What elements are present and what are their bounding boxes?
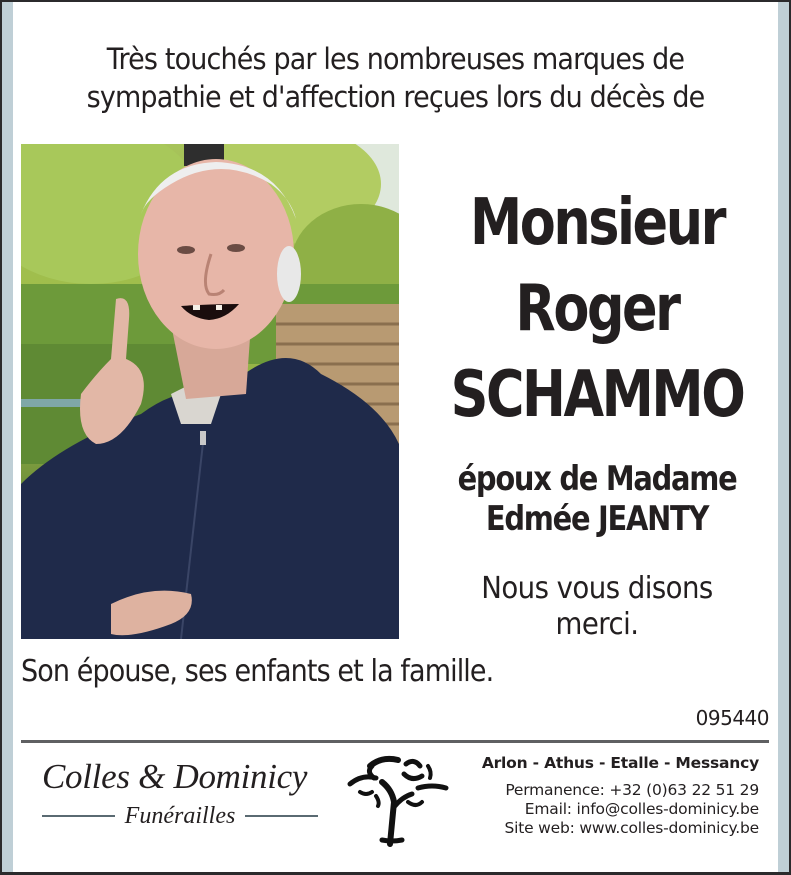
deceased-name bbox=[412, 180, 782, 438]
funeral-home-subtitle bbox=[42, 802, 318, 830]
subtitle-text: Funérailles bbox=[124, 803, 236, 829]
name-last: SCHAMMO bbox=[450, 358, 744, 432]
deceased-photo bbox=[21, 144, 399, 639]
spouse-line-2: Edmée JEANTY bbox=[485, 499, 709, 539]
thanks-message bbox=[427, 571, 767, 643]
left-margin-strip bbox=[2, 2, 13, 872]
contact-info bbox=[439, 752, 759, 838]
portrait-illustration bbox=[21, 144, 399, 639]
thanks-line-2: merci. bbox=[555, 607, 639, 642]
thanks-line-1: Nous vous disons bbox=[481, 571, 713, 606]
name-title: Monsieur bbox=[469, 186, 725, 260]
subtitle-rule-left bbox=[42, 815, 115, 817]
spouse-info bbox=[412, 459, 782, 539]
name-first: Roger bbox=[515, 272, 679, 346]
tree-icon bbox=[342, 752, 454, 847]
locations: Arlon - Athus - Etalle - Messancy bbox=[481, 754, 759, 772]
spouse-line-1: époux de Madame bbox=[457, 459, 737, 499]
phone-number: Permanence: +32 (0)63 22 51 29 bbox=[505, 781, 759, 799]
intro-line-2: sympathie et d'affection reçues lors du décès de bbox=[86, 80, 705, 114]
subtitle-rule-right bbox=[245, 815, 318, 817]
funeral-home-name: Colles & Dominicy bbox=[42, 757, 308, 796]
website-url: Site web: www.colles-dominicy.be bbox=[504, 819, 759, 837]
intro-line-1: Très touchés par les nombreuses marques de bbox=[106, 42, 685, 76]
email-address: Email: info@colles-dominicy.be bbox=[524, 800, 759, 818]
reference-number: 095440 bbox=[695, 706, 769, 730]
family-signature: Son épouse, ses enfants et la famille. bbox=[21, 654, 494, 689]
footer-divider bbox=[21, 740, 769, 743]
intro-text bbox=[48, 40, 743, 116]
